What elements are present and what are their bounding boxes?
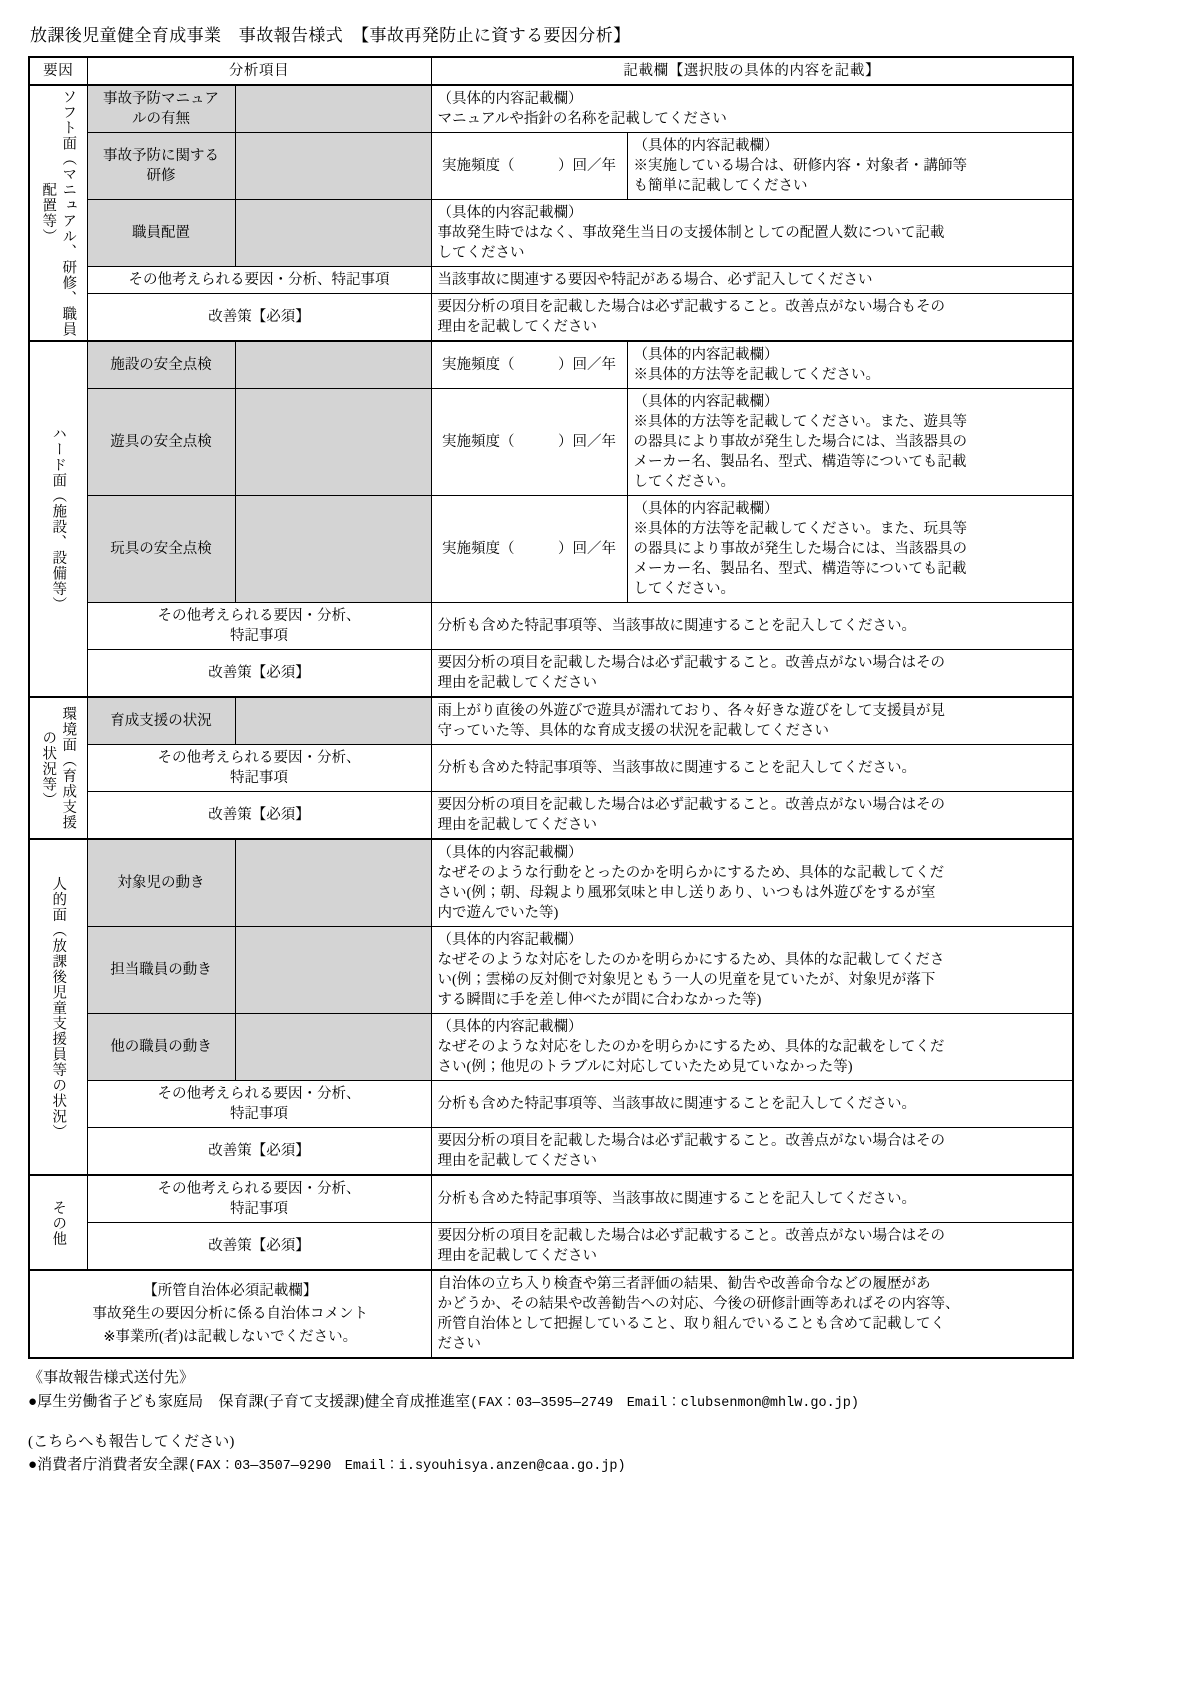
entry-description [627,133,1073,200]
desc-line: ださい [437,1336,481,1353]
desc-line: 理由を記載してください [437,1248,597,1265]
entry-description [431,927,1073,1014]
desc-line: 分析も含めた特記事項等、当該事故に関連することを記入してください。 [437,760,916,777]
blank-cell [235,496,431,603]
desc-line: なぜそのような行動をとったのかを明らかにするため、具体的な記載してくだ [437,865,945,882]
desc-line: い(例；雲梯の反対側で対象児ともう一人の児童を見ていたが、対象児が落下 [437,972,936,989]
desc-line: （具体的内容記載欄） [437,932,583,949]
entry-description [431,200,1073,267]
table-row-other-factors [29,267,1073,294]
factor-label-text: その他 [50,1199,67,1247]
desc-line: 自治体の立ち入り検査や第三者評価の結果、勧告や改善命令などの履歴があ [437,1276,931,1293]
improvement-description [431,294,1073,342]
desc-line: メーカー名、製品名、型式、構造等についても記載 [633,454,967,471]
analysis-item-label: 対象児の動き [87,839,235,927]
other-factors-description [431,1081,1073,1128]
analysis-item-label: 玩具の安全点検 [87,496,235,603]
analysis-item-label: 事故予防マニュア ルの有無 [87,85,235,133]
desc-line: 理由を記載してください [437,319,597,336]
desc-line: 要因分析の項目を記載した場合は必ず記載すること。改善点がない場合もその [437,299,945,316]
table-row-municipality [29,1270,1073,1358]
footer-block [28,1367,1153,1477]
desc-line: 要因分析の項目を記載した場合は必ず記載すること。改善点がない場合はその [437,797,945,814]
blank-cell [235,927,431,1014]
table-body [29,57,1073,1358]
header-factor: 要因 [29,57,87,85]
frequency-field[interactable]: 実施頻度（ ）回／年 [431,133,627,200]
header-analysis-item: 分析項目 [87,57,431,85]
factor-label-text: 人的面（放課後児童支援員等の状況） [50,875,67,1140]
page-title: 放課後児童健全育成事業 事故報告様式 【事故再発防止に資する要因分析】 [30,26,631,45]
desc-line: 守っていた等、具体的な育成支援の状況を記載してください [437,723,829,740]
table-row-improvement [29,650,1073,698]
desc-line: 内で遊んでいた等) [437,905,559,922]
analysis-item-label: 担当職員の動き [87,927,235,1014]
desc-line: ※具体的方法等を記載してください。また、玩具等 [633,521,967,538]
factor-label-text: ハード面（施設、設備等） [50,426,67,613]
entry-description [431,839,1073,927]
improvement-label: 改善策【必須】 [87,650,431,698]
table-row [29,697,1073,745]
footer-spacer [28,1415,1153,1431]
entry-description [431,697,1073,745]
entry-description [627,341,1073,389]
factor-label-text: 環境面（育成支援の状況等） [40,706,77,831]
table-row [29,85,1073,133]
frequency-field[interactable]: 実施頻度（ ）回／年 [431,389,627,496]
frequency-field[interactable]: 実施頻度（ ）回／年 [431,496,627,603]
desc-line: してください。 [633,474,735,491]
desc-line: （具体的内容記載欄） [633,501,779,518]
blank-cell [235,839,431,927]
footer-heading: 《事故報告様式送付先》 [28,1370,195,1387]
entry-description [431,1014,1073,1081]
improvement-label: 改善策【必須】 [87,294,431,342]
blank-cell [235,697,431,745]
desc-line: （具体的内容記載欄） [633,347,779,364]
desc-line: 理由を記載してください [437,675,597,692]
desc-line: 分析も含めた特記事項等、当該事故に関連することを記入してください。 [437,618,916,635]
blank-cell [235,200,431,267]
footer-contact-caa-text: ●消費者庁消費者安全課 [28,1456,189,1473]
improvement-description [431,650,1073,698]
desc-line: かどうか、その結果や改善勧告への対応、今後の研修計画等あればその内容等、 [437,1296,960,1313]
table-row [29,496,1073,603]
factor-label-2 [29,697,87,839]
improvement-description [431,1128,1073,1176]
table-row-improvement [29,1223,1073,1271]
blank-cell [235,341,431,389]
desc-line: 理由を記載してください [437,817,597,834]
desc-line: 事故発生時ではなく、事故発生当日の支援体制としての配置人数について記載 [437,225,945,242]
desc-line: （具体的内容記載欄） [437,845,583,862]
factor-label-1 [29,341,87,697]
desc-line: 所管自治体として把握していること、取り組んでいることも含めて記載してく [437,1316,945,1333]
desc-line: メーカー名、製品名、型式、構造等についても記載 [633,561,967,578]
analysis-item-label: 職員配置 [87,200,235,267]
desc-line: の器具により事故が発生した場合には、当該器具の [633,541,967,558]
desc-line: さい(例；他児のトラブルに対応していたため見ていなかった等) [437,1059,853,1076]
other-factors-description [431,603,1073,650]
footer-contact-mhlw-text: ●厚生労働省子ども家庭局 保育課(子育て支援課)健全育成推進室 [28,1393,471,1410]
table-row-other-factors [29,1175,1073,1223]
improvement-label: 改善策【必須】 [87,792,431,840]
other-factors-label: その他考えられる要因・分析、特記事項 [87,267,431,294]
desc-line: ※具体的方法等を記載してください。 [633,367,880,384]
blank-cell [235,1014,431,1081]
desc-line: （具体的内容記載欄） [437,1019,583,1036]
footer-contact-mhlw-details: (FAX：03―3595―2749 Email：clubsenmon@mhlw.go.jp) [470,1395,860,1411]
other-factors-label: その他考えられる要因・分析、 特記事項 [87,1175,431,1223]
table-row [29,133,1073,200]
improvement-description [431,792,1073,840]
footer-contact-caa [28,1454,1153,1478]
other-factors-label: その他考えられる要因・分析、 特記事項 [87,603,431,650]
table-row-improvement [29,1128,1073,1176]
desc-line: 要因分析の項目を記載した場合は必ず記載すること。改善点がない場合はその [437,1133,945,1150]
factor-label-4 [29,1175,87,1270]
desc-line: してください [437,245,525,262]
table-row [29,200,1073,267]
footer-contact-mhlw [28,1391,1153,1415]
blank-cell [235,133,431,200]
desc-line: 分析も含めた特記事項等、当該事故に関連することを記入してください。 [437,1096,916,1113]
municipality-label: 【所管自治体必須記載欄】 事故発生の要因分析に係る自治体コメント ※事業所(者)は記載しないでください。 [29,1270,431,1358]
desc-line: （具体的内容記載欄） [437,91,583,108]
entry-description [431,85,1073,133]
header-entry-field: 記載欄【選択肢の具体的内容を記載】 [431,57,1073,85]
analysis-item-label: 事故予防に関する 研修 [87,133,235,200]
table-row [29,341,1073,389]
desc-line: さい(例；朝、母親より風邪気味と申し送りあり、いつもは外遊びをするが室 [437,885,936,902]
table-row [29,927,1073,1014]
factor-analysis-table [28,56,1074,1359]
other-factors-description [431,745,1073,792]
other-factors-description [431,1175,1073,1223]
desc-line: なぜそのような対応をしたのかを明らかにするため、具体的な記載してくださ [437,952,945,969]
factor-label-text: ソフト面（マニュアル、研修、職員配置等） [40,89,77,338]
other-factors-label: その他考えられる要因・分析、 特記事項 [87,1081,431,1128]
analysis-item-label: 他の職員の動き [87,1014,235,1081]
desc-line: も簡単に記載してください [633,178,808,195]
other-factors-description [431,267,1073,294]
desc-line: なぜそのような対応をしたのかを明らかにするため、具体的な記載をしてくだ [437,1039,945,1056]
desc-line: 雨上がり直後の外遊びで遊具が濡れており、各々好きな遊びをして支援員が見 [437,703,945,720]
desc-line: マニュアルや指針の名称を記載してください [437,111,727,128]
desc-line: （具体的内容記載欄） [633,138,779,155]
improvement-description [431,1223,1073,1271]
entry-description [627,389,1073,496]
desc-line: 理由を記載してください [437,1153,597,1170]
desc-line: してください。 [633,581,735,598]
desc-line: 当該事故に関連する要因や特記がある場合、必ず記入してください [437,272,873,289]
footer-contact-caa-details: (FAX：03―3507―9290 Email：i.syouhisya.anzen@caa.go.jp) [188,1458,626,1474]
desc-line: ※具体的方法等を記載してください。また、遊具等 [633,414,967,431]
desc-line: （具体的内容記載欄） [633,394,779,411]
other-factors-label: その他考えられる要因・分析、 特記事項 [87,745,431,792]
table-row [29,389,1073,496]
improvement-label: 改善策【必須】 [87,1128,431,1176]
factor-label-0 [29,85,87,341]
analysis-item-label: 遊具の安全点検 [87,389,235,496]
desc-line: する瞬間に手を差し伸べたが間に合わなかった等) [437,992,762,1009]
blank-cell [235,85,431,133]
table-row [29,1014,1073,1081]
factor-label-3 [29,839,87,1175]
desc-line: 分析も含めた特記事項等、当該事故に関連することを記入してください。 [437,1191,916,1208]
desc-line: ※実施している場合は、研修内容・対象者・講師等 [633,158,967,175]
municipality-description [431,1270,1073,1358]
blank-cell [235,389,431,496]
footer-note: (こちらへも報告してください) [28,1433,235,1450]
table-row-improvement [29,294,1073,342]
entry-description [627,496,1073,603]
analysis-item-label: 育成支援の状況 [87,697,235,745]
analysis-item-label: 施設の安全点検 [87,341,235,389]
desc-line: の器具により事故が発生した場合には、当該器具の [633,434,967,451]
desc-line: （具体的内容記載欄） [437,205,583,222]
table-header-row [29,57,1073,85]
table-row [29,839,1073,927]
table-row-improvement [29,792,1073,840]
desc-line: 要因分析の項目を記載した場合は必ず記載すること。改善点がない場合はその [437,1228,945,1245]
table-row-other-factors [29,603,1073,650]
desc-line: 要因分析の項目を記載した場合は必ず記載すること。改善点がない場合はその [437,655,945,672]
table-row-other-factors [29,1081,1073,1128]
frequency-field[interactable]: 実施頻度（ ）回／年 [431,341,627,389]
table-row-other-factors [29,745,1073,792]
improvement-label: 改善策【必須】 [87,1223,431,1271]
